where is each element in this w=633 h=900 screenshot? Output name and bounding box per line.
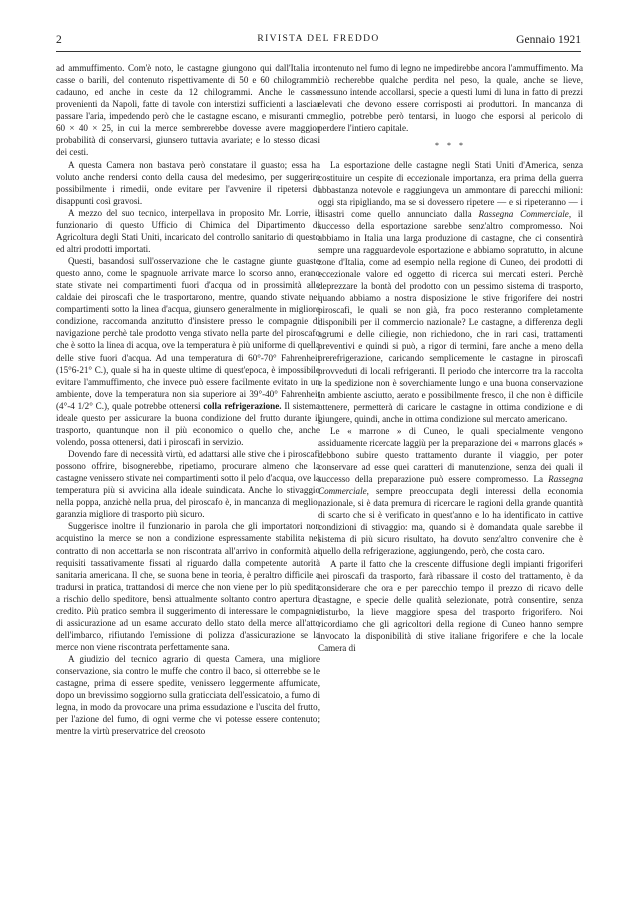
page-number: 2 [56, 34, 62, 46]
paragraph [56, 653, 320, 737]
italic-text: Rassegna Commerciale [318, 474, 583, 497]
paragraph [56, 207, 320, 255]
text-run: A giudizio del tecnico agrario di questa Camera, una migliore conservazione, sia contro le muffe che contro il baco, si otterrebbe se le castagne, prima di essere spedite, venissero leggermente affumicate, dopo un brevissimo soggiorno sulla graticciata dell'essicatoio, a fumo di legna, in modo da provocare una prima essudazione e l'uscita del frutto, per l'azione del fumo, di ogni verme che vi potesse essere contenuto; mentre la virtù preservatrice del creosoto [56, 654, 320, 737]
italic-text: Rassegna Commerciale [478, 208, 569, 219]
journal-title: RIVISTA DEL FREDDO [257, 34, 380, 44]
text-run: * * * [435, 141, 466, 151]
text-run: , sempre preoccupata degli interessi della economia nazionale, si è data premura di ricercare le ragioni della grande quantità di scarto che si è verificato in quest'anno e lo ha identificato in cattive condizioni di stivaggio: ma, quando si è domandata quale sarebbe il sistema di più sicuro risultato, ha dovuto senz'altro convenire che è quello della refrigerazione, aggiungendo, però, che costa caro. [318, 486, 583, 557]
paragraph [56, 62, 320, 159]
paragraph [56, 520, 320, 653]
text-run: Suggerisce inoltre il funzionario in parola che gli importatori non acquistino la merce se non a condizione espressamente stabilita nel contratto di non accettarla se non riscontrata all'arrivo in conformità ai requisiti tassativamente fissati al riguardo dalla competente autorità sanitaria americana. Il che, se suona bene in teoria, è peraltro difficile a tradursi in pratica, trattandosi di merce che non viene per lo più spedita a rischio dello speditore, bensì attualmente soltanto contro apertura di credito. Più pratico sembra il suggerimento di interessare le compagnie di assicurazione ad un esame accurato dello stato della merce all'atto dell'imbarco, rifiutando l'emissione di polizza d'assicurazione se la merce non viene riscontrata perfettamente sana. [56, 521, 320, 652]
bold-text: colla refrigerazione. [203, 400, 282, 411]
right-column [318, 62, 583, 654]
header-rule [56, 51, 581, 52]
text-run: Questi, basandosi sull'osservazione che le castagne giunte guaste questo anno, come le spagnuole arrivate marce lo scorso anno, erano state stivate nei compartimenti fuori d'acqua od in prossimità alle caldaie dei piroscafi che le trasportarono, mentre, quando stivate nei compartimenti sotto la linea d'acqua, giunsero generalmente in migliore condizione, raccomanda anzitutto d'insistere presso le compagnie di navigazione perchè tale prodotto venga stivato nella parte del piroscafo che è sotto la linea di acqua, ove la temperatura è più uniforme di quella delle stive fuori d'acqua. Ad una temperatura di 60°-70° Fahrenheit (15°6-21° C.), quale si ha in queste ultime di quest'epoca, è impossibile evitare l'ammuffimento, che invece può essere facilmente evitato in un ambiente, dove la temperatura non sia superiore ai 39°-40° Fahrenheit (4°-4 1/2° C.), quale potrebbe ottenersi [56, 256, 320, 411]
text-run: La esportazione delle castagne negli Stati Uniti d'America, senza costituire un cespite di eccezionale importanza, era prima della guerra abbastanza notevole e raggiungeva un ammontare di parecchi milioni: oggi sta ripigliando, ma se si dovessero ripetere — e si ripeteranno — i disastri come quello annunciato dalla [318, 160, 583, 219]
paragraph [318, 159, 583, 424]
text-run: Il sistema ideale questo per assicurare la buona condizione del frutto durante il trasporto, quantunque non il più economico o quello che, anche volendo, possa ottenersi, dati i piroscafi in servizio. [56, 400, 320, 447]
text-run: Dovendo fare di necessità virtù, ed adattarsi alle stive che i piroscafi possono offrire, bisognerebbe, ripetiamo, procurare almeno che la castagne venissero stivate nei compartimenti sotto il pelo d'acqua, ove la temperatura più si avvicina alla ideale suindicata. Anche lo stivaggio nella poppa, anzichè nella prua, del piroscafo è, in mancanza di meglio, garanzia migliore di trasporto più sicuro. [56, 449, 321, 520]
paragraph [318, 425, 583, 558]
text-run: A mezzo del suo tecnico, interpellava in proposito Mr. Lorrie, il funzionario di questo Ufficio di Chimica del Dipartimento di Agricoltura degli Stati Uniti, incaricato del controllo sanitario di questo ed altri prodotti importati. [56, 207, 320, 254]
paragraph [56, 255, 320, 448]
text-run: ad ammuffimento. Com'è noto, le castagne giungono qui dall'Italia in casse o barili, del contenuto rispettivamente di 50 e 60 chilogrammi cadauno, ed anche in ceste da 12 chilogrammi. Anche le casse provenienti da Napoli, fatte di tavole con interstizi sufficienti a lasciar passare l'aria, impedendo però che le castagne escano, e misuranti cm. 60 × 40 × 25, in cui la merce sembrerebbe dovesse avere maggior probabilità di conservarsi, giunsero tuttavia avariate; e lo stesso dicasi dei cesti. [56, 63, 320, 158]
text-run: A questa Camera non bastava però constatare il guasto; essa ha voluto anche rendersi conto della causa del medesimo, per suggerire possibilmente i rimedii, onde evitare per l'avvenire il ripetersi di disappunti così gravosi. [56, 159, 320, 206]
paragraph [318, 558, 583, 655]
running-header [56, 34, 581, 48]
text-run: contenuto nel fumo di legno ne impedirebbe ancora l'ammuffimento. Ma ciò recherebbe qualche perdita nel peso, la quale, anche se lieve, nessuno intende accollarsi, specie a questi lumi di luna in fatto di prezzi elevati che devono essere corrisposti ai produttori. In mancanza di meglio, potrebbe però tentarsi, in luogo che esporsi al pericolo di perdere l'intiero capitale. [318, 63, 583, 134]
paragraph [318, 62, 583, 134]
text-run: Le « marrone » di Cuneo, le quali specialmente vengono assiduamente ricercate laggiù per la preparazione dei « marrons glacés » debbono subire questo trattamento durante il viaggio, per poter conservare ad esse quei caratteri di manutenzione, senza dei quali il successo della preparazione può essere compromesso. La [318, 425, 583, 485]
issue-date: Gennaio 1921 [516, 34, 581, 46]
left-column [56, 62, 320, 738]
paragraph [56, 159, 320, 207]
text-run: , il successo della esportazione sarebbe senz'altro compromesso. Noi abbiamo in Italia una larga produzione di castagne, che ci consentirà sempre una ragguardevole esportazione e abbiamo sopratutto, in alcune zone d'Italia, come ad esempio nella regione di Cuneo, dei prodotti di eccezionale valore ed oggetto di ricerca sui mercati esteri. Perchè deprezzare la bontà del prodotto con un pessimo sistema di trasporto, quando abbiamo a nostra disposizione le stive frigorifere dei nostri piroscafi, le quali se non già, fra poco resteranno completamente disponibili per il commercio nazionale? Le castagne, a differenza degli agrumi e delle ciliegie, non richiedono, che in rari casi, trattamenti preventivi e quindi si può, a rigor di termini, fare anche a meno della prerefrigerazione, caricando semplicemente le castagne in piroscafi provveduti di locali refrigeranti. Il periodo che intercorre tra la raccolta e la spedizione non è soverchiamente lungo e una buona conservazione in ambiente asciutto, aerato e possibilmente fresco, il che non è difficile ottenere, permetterà di caricare le castagne in ottima condizione e di giungere, quindi, anche in ottima condizione sul mercato americano. [318, 208, 583, 424]
section-separator [318, 140, 583, 152]
text-run: A parte il fatto che la crescente diffusione degli impianti frigoriferi nei piroscafi da trasporto, farà ribassare il costo del trattamento, è da considerare che ora e per parecchio tempo il prezzo di ricavo delle castagne, e specie delle qualità selezionate, potrà consentire, senza disturbo, la lieve maggiore spesa del trasporto frigorifero. Noi ricordiamo che gli agricoltori della regione di Cuneo hanno sempre invocato la disponibilità di stive italiane frigorifere e che la locale Camera di [318, 558, 583, 653]
paragraph [56, 448, 320, 520]
